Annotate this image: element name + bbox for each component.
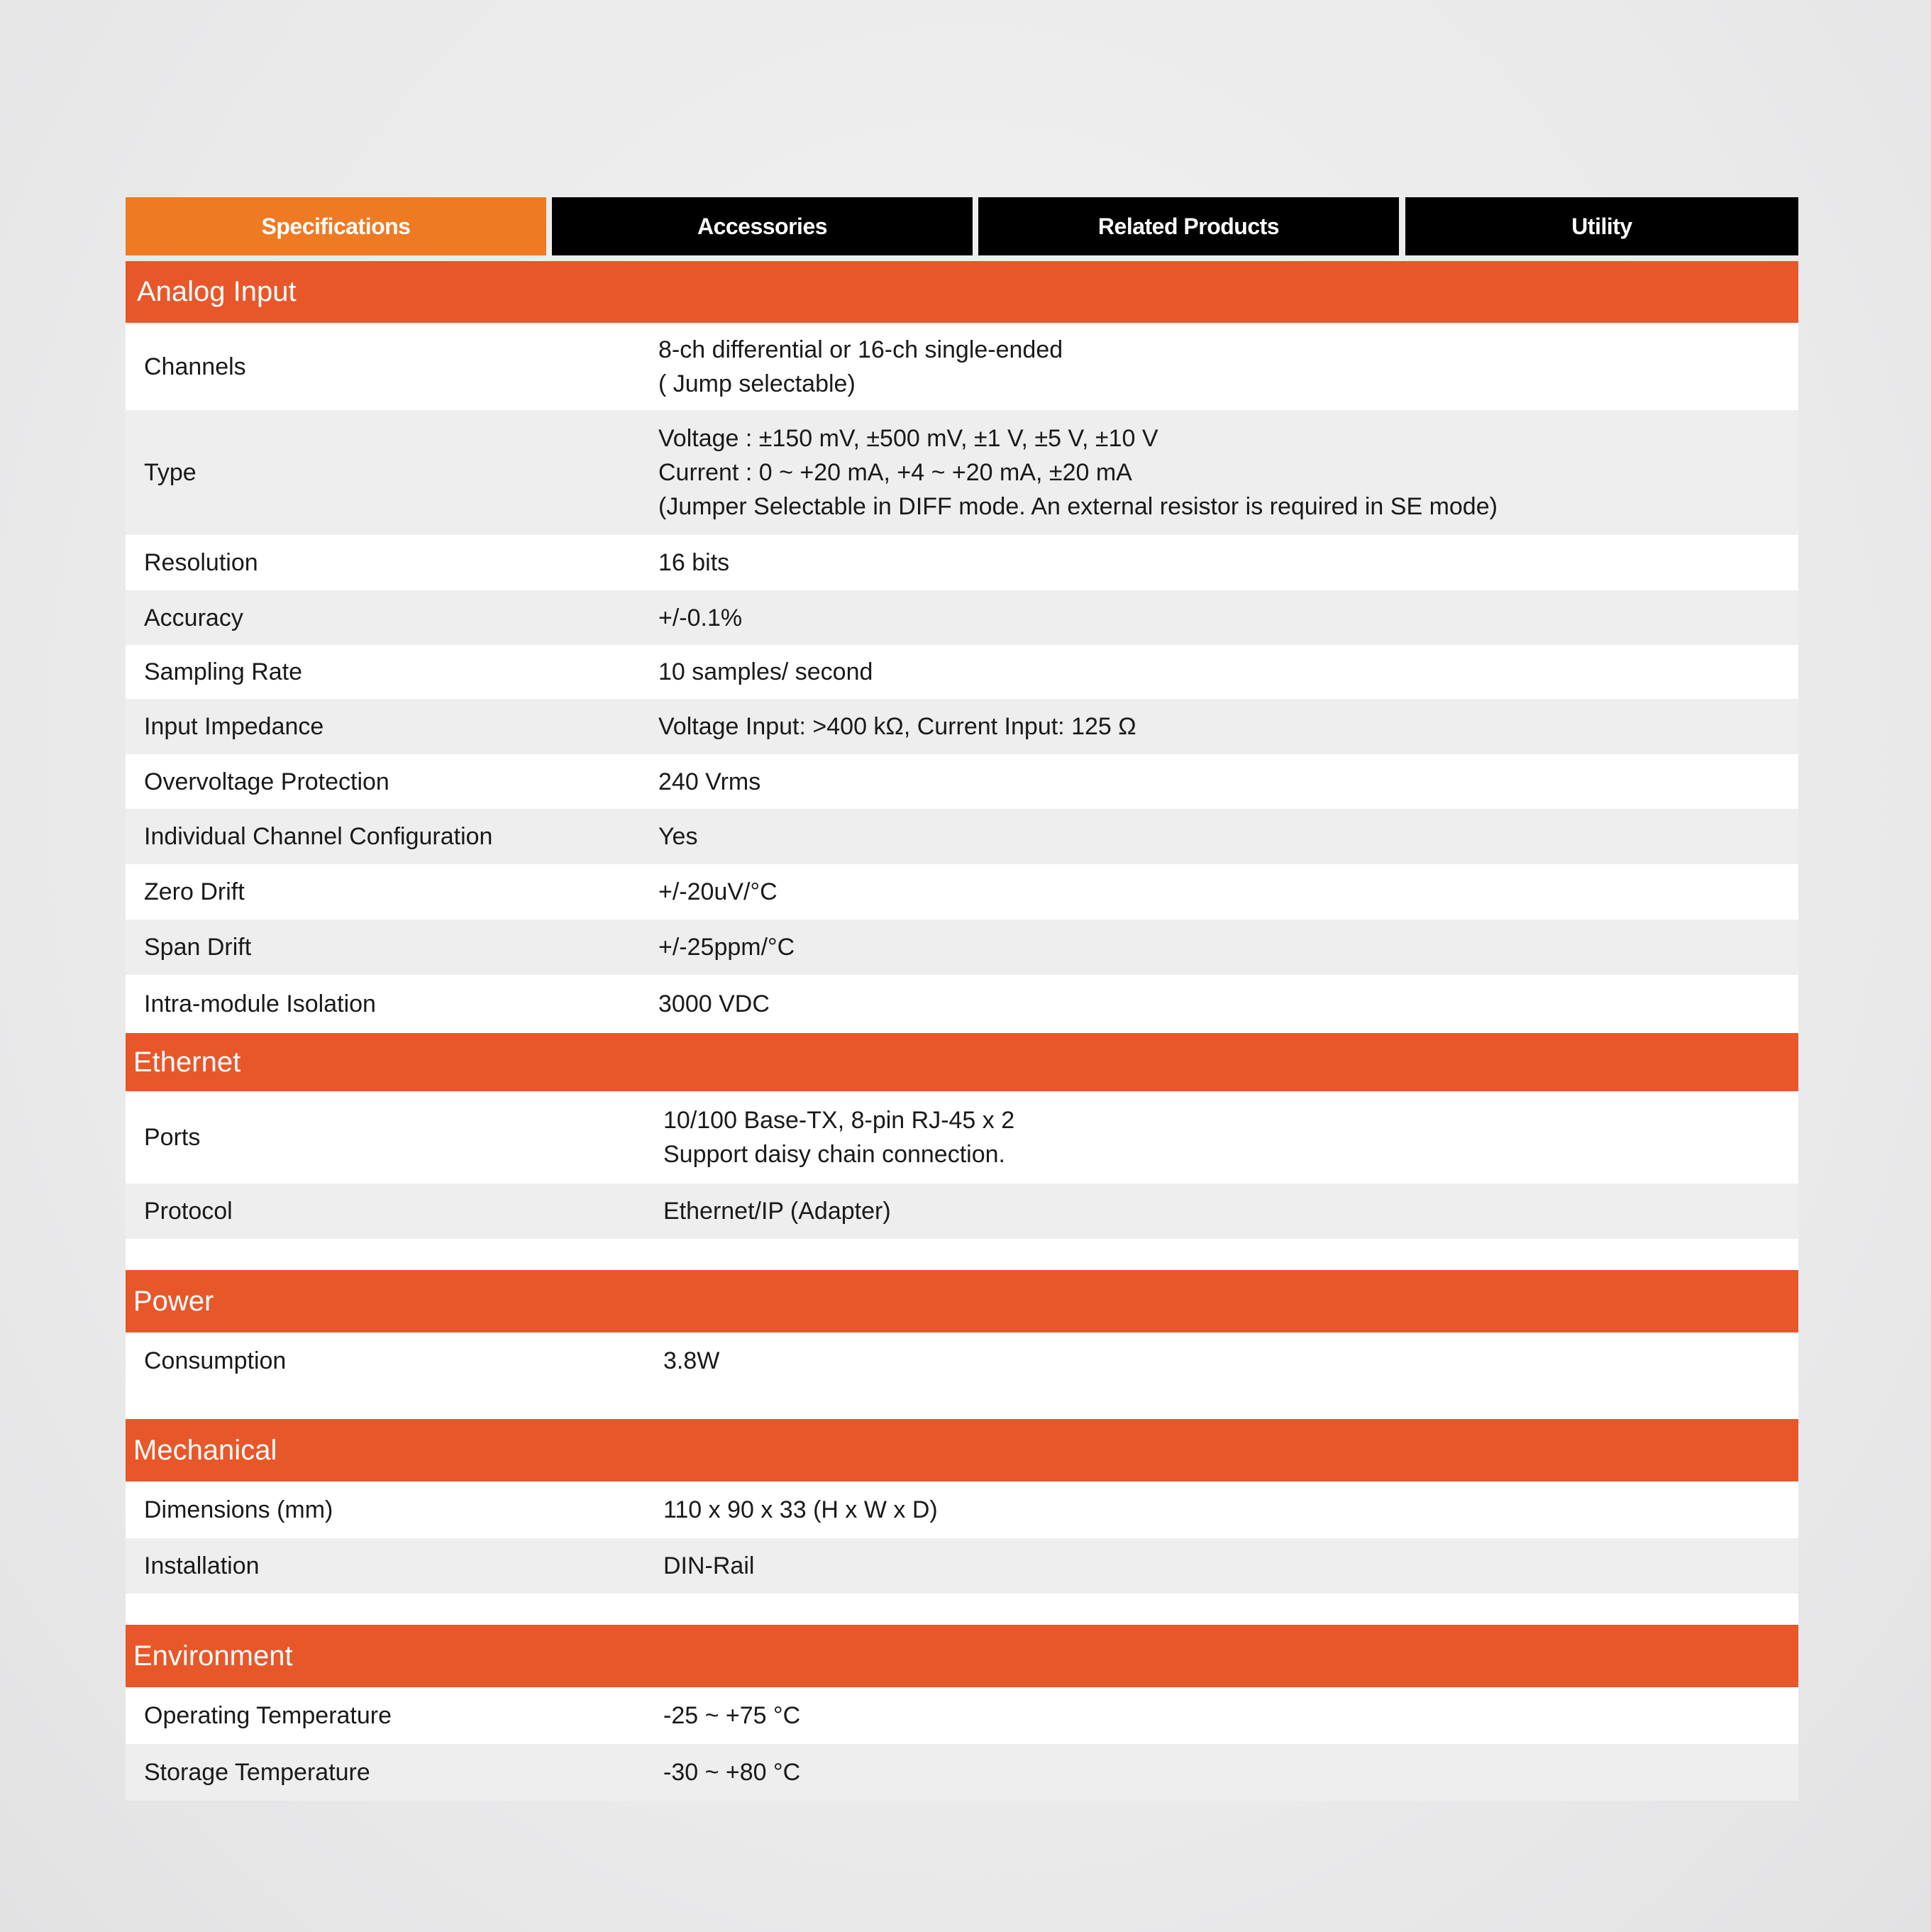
row-value: Yes (658, 823, 698, 850)
table-row (126, 590, 1798, 645)
row-label: Ports (144, 1124, 201, 1151)
row-value: +/-25ppm/°C (658, 934, 795, 961)
row-value: +/-0.1% (658, 604, 743, 631)
table-row (126, 1183, 1798, 1239)
row-label: Installation (144, 1552, 260, 1579)
table-row (126, 1332, 1798, 1419)
spacer (126, 1594, 1798, 1625)
tab-bar (126, 197, 1798, 255)
row-value: Voltage : ±150 mV, ±500 mV, ±1 V, ±5 V, ±10 V Current : 0 ~ +20 mA, +4 ~ +20 mA, ±20 mA (Jumper Selectable in DIFF mode. An external resistor is required in SE mode) (658, 425, 1498, 520)
row-label: Channels (144, 353, 246, 380)
section-header-analog-input: Analog Input (126, 261, 1798, 323)
section-header-ethernet: Ethernet (126, 1033, 1798, 1091)
specifications-table (126, 261, 1798, 1801)
row-label: Consumption (144, 1347, 287, 1374)
table-row (126, 645, 1798, 699)
tab-accessories[interactable]: Accessories (552, 197, 973, 255)
table-row (126, 809, 1798, 864)
table-row (126, 323, 1798, 410)
row-value: Ethernet/IP (Adapter) (663, 1198, 891, 1225)
row-label: Protocol (144, 1198, 233, 1225)
row-value: -25 ~ +75 °C (663, 1702, 801, 1729)
row-label: Operating Temperature (144, 1702, 392, 1729)
row-value: DIN-Rail (663, 1552, 755, 1579)
section-header-power: Power (126, 1270, 1798, 1332)
row-value: 16 bits (658, 549, 730, 576)
table-row (126, 1687, 1798, 1744)
row-label: Overvoltage Protection (144, 768, 389, 795)
row-label: Intra-module Isolation (144, 990, 376, 1017)
table-row (126, 699, 1798, 754)
row-label: Accuracy (144, 604, 243, 631)
tab-specifications[interactable]: Specifications (126, 197, 546, 255)
row-label: Resolution (144, 549, 258, 576)
table-row (126, 975, 1798, 1033)
row-value: Voltage Input: >400 kΩ, Current Input: 125 Ω (658, 713, 1136, 740)
row-value: 3000 VDC (658, 990, 770, 1017)
row-value: +/-20uV/°C (658, 878, 778, 905)
table-row (126, 1481, 1798, 1538)
tab-related-products[interactable]: Related Products (978, 197, 1399, 255)
spacer (126, 1239, 1798, 1270)
section-header-mechanical: Mechanical (126, 1419, 1798, 1481)
row-label: Sampling Rate (144, 658, 303, 685)
row-value: 3.8W (663, 1347, 720, 1374)
table-row (126, 1091, 1798, 1183)
row-label: Zero Drift (144, 878, 245, 905)
row-label: Input Impedance (144, 713, 324, 740)
table-row (126, 754, 1798, 809)
row-value: 240 Vrms (658, 768, 761, 795)
row-label: Type (144, 459, 197, 486)
row-value: -30 ~ +80 °C (663, 1759, 801, 1786)
table-row (126, 410, 1798, 535)
row-value: 10/100 Base-TX, 8-pin RJ-45 x 2 Support daisy chain connection. (663, 1107, 1015, 1168)
table-row (126, 920, 1798, 975)
table-row (126, 535, 1798, 590)
row-label: Storage Temperature (144, 1759, 370, 1786)
row-label: Span Drift (144, 934, 252, 961)
row-value: 8-ch differential or 16-ch single-ended ( Jump selectable) (658, 336, 1063, 397)
row-value: 10 samples/ second (658, 658, 873, 685)
table-row (126, 1744, 1798, 1801)
tab-utility[interactable]: Utility (1405, 197, 1798, 255)
row-label: Dimensions (mm) (144, 1496, 333, 1523)
table-row (126, 864, 1798, 920)
row-value: 110 x 90 x 33 (H x W x D) (663, 1496, 938, 1523)
row-label: Individual Channel Configuration (144, 823, 493, 850)
section-header-environment: Environment (126, 1625, 1798, 1687)
table-row (126, 1538, 1798, 1594)
